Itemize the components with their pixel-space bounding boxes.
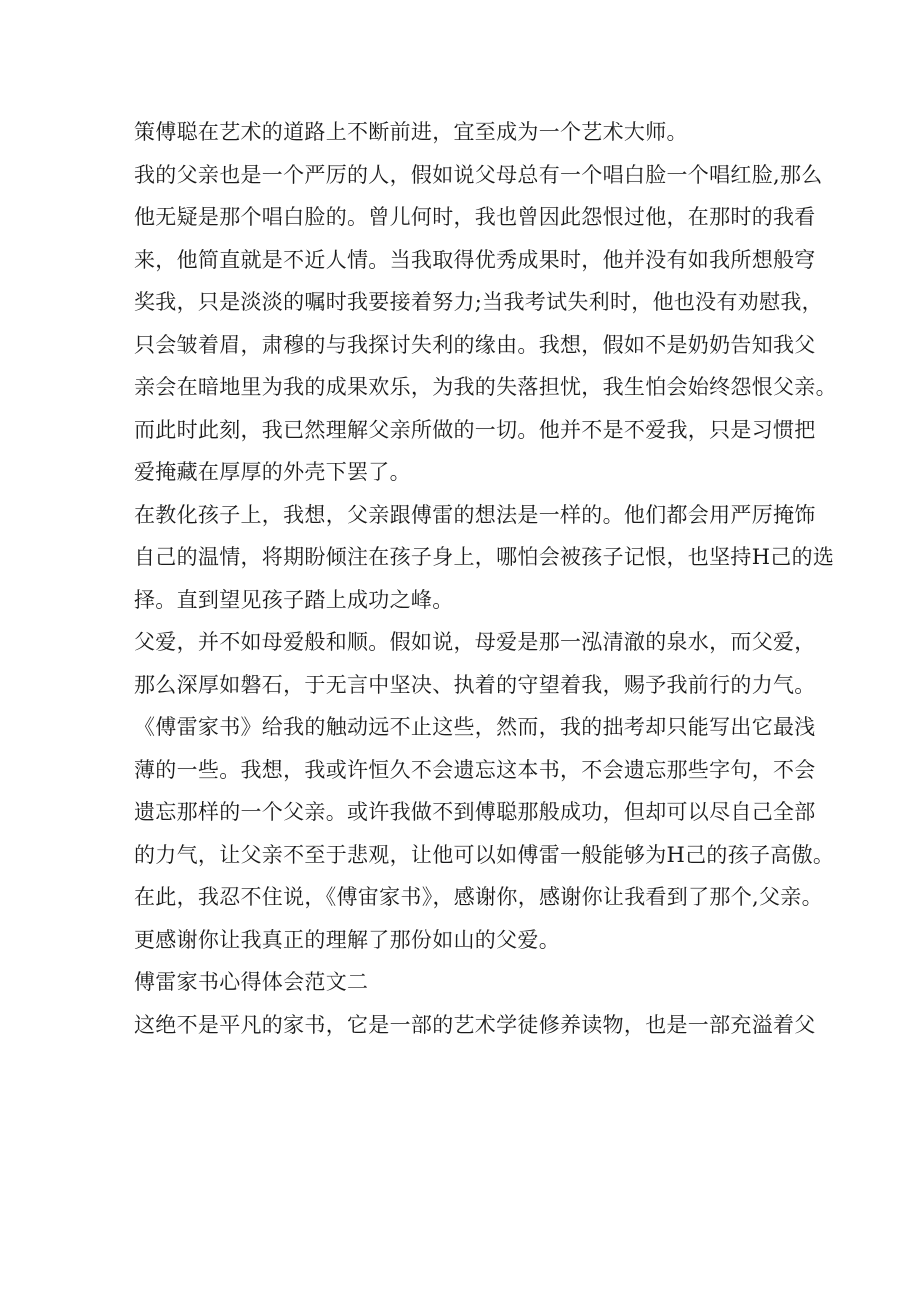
text-line: 亲会在暗地里为我的成果欢乐，为我的失落担忧，我生怕会始终怨恨父亲。 [134, 375, 837, 399]
text-line: 奖我，只是淡淡的嘱时我要接着努力;当我考试失利时，他也没有劝慰我， [134, 290, 823, 314]
section-heading: 傅雷家书心得体会范文二 [134, 970, 369, 994]
text-line: 薄的一些。我想，我或许恒久不会遗忘这本书，不会遗忘那些字句，不会 [134, 757, 816, 782]
text-line: 而此时此刻，我已然理解父亲所做的一切。他并不是不爱我，只是习惯把 [134, 417, 816, 442]
text-line: 策傅聪在艺术的道路上不断前进，宜至成为一个艺术大师。 [134, 120, 688, 144]
text-line: 在此，我忍不住说，《傅宙家书》，感谢你，感谢你让我看到了那个,父亲。 [134, 885, 823, 909]
text-line: 择。直到望见孩子踏上成功之峰。 [134, 587, 454, 612]
text-line: 我的父亲也是一个严厉的人，假如说父母总有一个唱白脸一个唱红脸,那么 [134, 162, 823, 187]
text-line: 自己的温情，将期盼倾注在孩子身上，哪怕会被孩子记恨，也坚持H己的选 [134, 545, 835, 569]
text-line: 他无疑是那个唱白脸的。曾儿何时，我也曾因此怨恨过他，在那时的我看 [134, 205, 816, 229]
text-line: 更感谢你让我真正的理解了那份如山的父爱。 [134, 927, 560, 952]
text-line: 遗忘那样的一个父亲。或许我做不到傅聪那般成功，但却可以尽自己全部 [134, 800, 816, 824]
text-line: 来，他简直就是不近人情。当我取得优秀成果时，他并没有如我所想般穹 [134, 247, 816, 272]
text-line: 父爱，并不如母爱般和顺。假如说，母爱是那一泓清澈的泉水，而父爱， [134, 630, 816, 654]
text-line: 那么深厚如磐石，于无言中坚决、执着的守望着我，赐予我前行的力气。 [134, 672, 816, 697]
document-body [134, 111, 837, 1046]
text-line: 的力气，让父亲不至于悲观，让他可以如傅雷一般能够为H己的孩子高傲。 [134, 842, 835, 867]
text-line: 在教化孩子上，我想，父亲跟傅雷的想法是一样的。他们都会用严厉掩饰 [134, 502, 816, 527]
text-line: 这绝不是平凡的家书，它是一部的艺术学徒修养读物，也是一部充溢着父 [134, 1012, 816, 1037]
text-line: 只会皱着眉，肃穆的与我探讨失利的缘由。我想，假如不是奶奶告知我父 [134, 332, 816, 357]
text-line: 《傅雷家书》给我的触动远不止这些，然而，我的拙考却只能写出它最浅 [134, 715, 816, 739]
text-line: 爱掩藏在厚厚的外壳下罢了。 [134, 460, 411, 484]
